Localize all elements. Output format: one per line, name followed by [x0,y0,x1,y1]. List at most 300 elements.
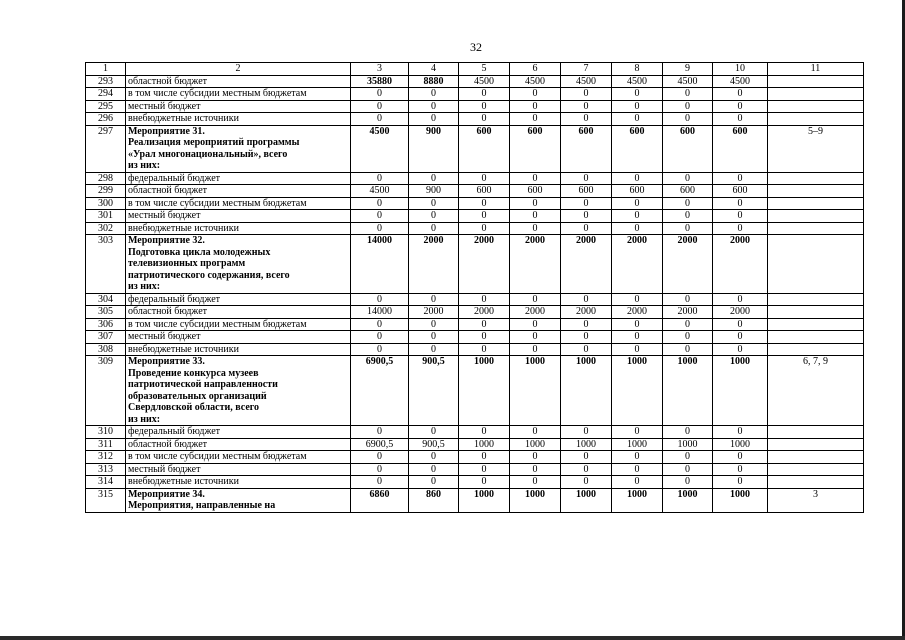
row-number: 298 [86,172,126,185]
value-cell: 0 [409,463,459,476]
table-row [86,331,864,344]
table-row [86,113,864,126]
value-cell: 0 [510,426,561,439]
value-cell: 1000 [561,438,612,451]
value-cell: 1000 [713,438,768,451]
value-cell: 0 [459,293,510,306]
value-cell: 0 [561,343,612,356]
value-cell: 0 [713,210,768,223]
table-row [86,293,864,306]
target-indicator-cell [768,331,864,344]
value-cell: 0 [612,463,663,476]
row-number: 315 [86,488,126,512]
value-cell: 0 [612,113,663,126]
value-cell: 0 [510,222,561,235]
row-number: 301 [86,210,126,223]
row-number: 314 [86,476,126,489]
table-row [86,235,864,294]
description-line: внебюджетные источники [128,222,239,234]
row-description [126,488,351,512]
description-line: внебюджетные источники [128,343,239,355]
description-line: образовательных организаций [128,390,267,402]
row-description [126,343,351,356]
column-header: 2 [126,63,351,76]
value-cell: 2000 [510,235,561,294]
value-cell: 2000 [612,235,663,294]
row-description [126,125,351,172]
row-description [126,172,351,185]
value-cell: 4500 [612,75,663,88]
value-cell: 0 [561,476,612,489]
value-cell: 600 [561,185,612,198]
row-description [126,210,351,223]
value-cell: 0 [561,197,612,210]
row-number: 294 [86,88,126,101]
description-line: местный бюджет [128,210,201,221]
row-description [126,185,351,198]
value-cell: 0 [351,426,409,439]
value-cell: 2000 [459,306,510,319]
row-number: 308 [86,343,126,356]
table-row [86,75,864,88]
value-cell: 600 [510,185,561,198]
value-cell: 1000 [663,356,713,426]
target-indicator-cell: 5–9 [768,125,864,172]
value-cell: 900 [409,125,459,172]
table-row [86,210,864,223]
value-cell: 0 [510,210,561,223]
value-cell: 4500 [663,75,713,88]
row-number: 299 [86,185,126,198]
value-cell: 0 [409,293,459,306]
row-description [126,75,351,88]
value-cell: 600 [612,185,663,198]
value-cell: 4500 [351,125,409,172]
description-line: патриотического содержания, всего [128,269,290,281]
target-indicator-cell [768,75,864,88]
value-cell: 0 [409,88,459,101]
value-cell: 0 [612,318,663,331]
value-cell: 0 [409,343,459,356]
description-line: внебюджетные источники [128,113,239,124]
value-cell: 0 [459,426,510,439]
value-cell: 0 [561,318,612,331]
description-line: областной бюджет [128,185,208,196]
target-indicator-cell [768,438,864,451]
value-cell: 14000 [351,235,409,294]
value-cell: 0 [459,451,510,464]
value-cell: 0 [713,343,768,356]
row-description [126,88,351,101]
value-cell: 0 [561,451,612,464]
value-cell: 0 [713,476,768,489]
value-cell: 0 [409,331,459,344]
value-cell: 0 [409,222,459,235]
row-description [126,293,351,306]
value-cell: 1000 [459,438,510,451]
value-cell: 0 [459,113,510,126]
value-cell: 0 [561,331,612,344]
value-cell: 0 [351,451,409,464]
description-line: местный бюджет [128,331,201,342]
value-cell: 2000 [663,306,713,319]
value-cell: 0 [612,476,663,489]
value-cell: 900 [409,185,459,198]
target-indicator-cell [768,222,864,235]
value-cell: 0 [459,463,510,476]
description-line: внебюджетные источники [128,476,239,487]
value-cell: 0 [612,331,663,344]
description-line: федеральный бюджет [128,172,221,184]
value-cell: 0 [663,476,713,489]
value-cell: 0 [663,172,713,185]
value-cell: 0 [351,318,409,331]
row-number: 296 [86,113,126,126]
description-line: из них: [128,281,161,292]
value-cell: 0 [612,451,663,464]
value-cell: 0 [713,88,768,101]
value-cell: 1000 [663,438,713,451]
value-cell: 600 [459,125,510,172]
description-line: Мероприятие 33. [128,356,205,367]
description-line: Подготовка цикла молодежных [128,246,271,258]
value-cell: 2000 [713,235,768,294]
value-cell: 0 [459,210,510,223]
description-line: в том числе субсидии местным бюджетам [128,318,307,330]
target-indicator-cell [768,113,864,126]
value-cell: 600 [663,185,713,198]
column-header: 9 [663,63,713,76]
description-line: местный бюджет [128,100,201,112]
value-cell: 860 [409,488,459,512]
value-cell: 4500 [459,75,510,88]
value-cell: 0 [510,331,561,344]
column-header: 3 [351,63,409,76]
description-line: «Урал многонациональный», всего [128,148,288,160]
value-cell: 4500 [561,75,612,88]
value-cell: 0 [561,426,612,439]
value-cell: 0 [510,88,561,101]
value-cell: 0 [612,197,663,210]
description-line: из них: [128,160,161,171]
value-cell: 0 [351,293,409,306]
value-cell: 0 [663,331,713,344]
target-indicator-cell: 6, 7, 9 [768,356,864,426]
column-header: 1 [86,63,126,76]
value-cell: 0 [663,100,713,113]
value-cell: 1000 [713,356,768,426]
value-cell: 2000 [409,306,459,319]
target-indicator-cell [768,306,864,319]
value-cell: 0 [510,100,561,113]
description-line: из них: [128,413,161,425]
value-cell: 2000 [612,306,663,319]
column-header: 8 [612,63,663,76]
value-cell: 2000 [713,306,768,319]
description-line: в том числе субсидии местным бюджетам [128,451,307,462]
value-cell: 0 [510,318,561,331]
value-cell: 600 [510,125,561,172]
value-cell: 1000 [713,488,768,512]
value-cell: 0 [510,113,561,126]
value-cell: 0 [713,318,768,331]
description-line: Свердловской области, всего [128,402,260,413]
row-number: 304 [86,293,126,306]
value-cell: 0 [713,293,768,306]
value-cell: 0 [612,343,663,356]
row-description [126,426,351,439]
row-number: 306 [86,318,126,331]
value-cell: 600 [713,185,768,198]
budget-table [85,62,864,513]
description-line: Реализация мероприятий программы [128,137,300,148]
target-indicator-cell [768,235,864,294]
value-cell: 0 [351,343,409,356]
value-cell: 6860 [351,488,409,512]
row-description [126,476,351,489]
target-indicator-cell: 3 [768,488,864,512]
value-cell: 0 [351,197,409,210]
value-cell: 900,5 [409,356,459,426]
description-line: телевизионных программ [128,258,246,269]
value-cell: 4500 [510,75,561,88]
value-cell: 0 [713,100,768,113]
row-description [126,356,351,426]
value-cell: 0 [409,451,459,464]
target-indicator-cell [768,172,864,185]
description-line: в том числе субсидии местным бюджетам [128,197,307,209]
description-line: в том числе субсидии местным бюджетам [128,88,307,99]
value-cell: 0 [663,426,713,439]
description-line: Мероприятие 32. [128,235,205,246]
row-number: 310 [86,426,126,439]
value-cell: 0 [351,100,409,113]
value-cell: 900,5 [409,438,459,451]
value-cell: 0 [459,476,510,489]
value-cell: 1000 [561,356,612,426]
value-cell: 600 [612,125,663,172]
row-description [126,438,351,451]
description-line: областной бюджет [128,75,208,87]
column-header: 11 [768,63,864,76]
value-cell: 0 [612,172,663,185]
value-cell: 0 [713,331,768,344]
value-cell: 2000 [459,235,510,294]
row-description [126,113,351,126]
row-number: 300 [86,197,126,210]
value-cell: 1000 [612,438,663,451]
value-cell: 0 [612,426,663,439]
value-cell: 0 [459,331,510,344]
column-header: 6 [510,63,561,76]
value-cell: 4500 [713,75,768,88]
row-description [126,331,351,344]
value-cell: 0 [351,331,409,344]
value-cell: 0 [612,100,663,113]
value-cell: 0 [409,426,459,439]
target-indicator-cell [768,210,864,223]
value-cell: 0 [459,197,510,210]
value-cell: 0 [663,197,713,210]
table-row [86,222,864,235]
value-cell: 0 [663,318,713,331]
value-cell: 6900,5 [351,356,409,426]
value-cell: 0 [713,463,768,476]
column-header: 4 [409,63,459,76]
value-cell: 0 [612,88,663,101]
table-row [86,438,864,451]
value-cell: 0 [409,318,459,331]
description-line: местный бюджет [128,463,201,475]
value-cell: 0 [510,463,561,476]
row-description [126,222,351,235]
value-cell: 0 [713,197,768,210]
value-cell: 1000 [612,488,663,512]
row-description [126,100,351,113]
value-cell: 0 [351,463,409,476]
description-line: Проведение конкурса музеев [128,367,259,379]
value-cell: 0 [663,88,713,101]
value-cell: 0 [459,343,510,356]
table-row [86,100,864,113]
value-cell: 0 [561,113,612,126]
value-cell: 0 [459,100,510,113]
page-number: 32 [470,40,482,54]
row-number: 305 [86,306,126,319]
table-row [86,451,864,464]
value-cell: 0 [459,172,510,185]
value-cell: 0 [409,113,459,126]
table-row [86,88,864,101]
table-row [86,306,864,319]
value-cell: 0 [351,476,409,489]
row-number: 307 [86,331,126,344]
target-indicator-cell [768,88,864,101]
table-row [86,463,864,476]
value-cell: 600 [713,125,768,172]
value-cell: 0 [561,172,612,185]
value-cell: 0 [663,210,713,223]
value-cell: 0 [459,222,510,235]
value-cell: 0 [663,451,713,464]
value-cell: 0 [351,113,409,126]
value-cell: 35880 [351,75,409,88]
target-indicator-cell [768,451,864,464]
value-cell: 2000 [510,306,561,319]
value-cell: 2000 [561,235,612,294]
value-cell: 1000 [459,356,510,426]
target-indicator-cell [768,318,864,331]
value-cell: 0 [510,451,561,464]
value-cell: 0 [713,113,768,126]
row-description [126,197,351,210]
target-indicator-cell [768,343,864,356]
row-number: 303 [86,235,126,294]
row-number: 309 [86,356,126,426]
value-cell: 0 [561,88,612,101]
value-cell: 0 [612,210,663,223]
description-line: Мероприятие 34. [128,488,205,500]
table-header-row [86,63,864,76]
target-indicator-cell [768,293,864,306]
value-cell: 0 [510,343,561,356]
value-cell: 0 [351,88,409,101]
value-cell: 14000 [351,306,409,319]
row-description [126,451,351,464]
table-row [86,185,864,198]
target-indicator-cell [768,100,864,113]
row-number: 312 [86,451,126,464]
value-cell: 0 [713,172,768,185]
value-cell: 0 [510,476,561,489]
value-cell: 0 [663,222,713,235]
value-cell: 600 [663,125,713,172]
row-number: 302 [86,222,126,235]
row-description [126,235,351,294]
value-cell: 0 [713,222,768,235]
table-row [86,318,864,331]
table-row [86,343,864,356]
row-number: 311 [86,438,126,451]
row-description [126,463,351,476]
value-cell: 2000 [409,235,459,294]
table-row [86,426,864,439]
value-cell: 1000 [663,488,713,512]
value-cell: 0 [663,113,713,126]
value-cell: 0 [561,222,612,235]
value-cell: 0 [510,172,561,185]
value-cell: 0 [612,293,663,306]
value-cell: 8880 [409,75,459,88]
value-cell: 0 [663,343,713,356]
value-cell: 6900,5 [351,438,409,451]
value-cell: 0 [713,451,768,464]
row-number: 293 [86,75,126,88]
table-row [86,197,864,210]
row-number: 295 [86,100,126,113]
value-cell: 0 [409,197,459,210]
row-number: 297 [86,125,126,172]
table-row [86,125,864,172]
value-cell: 0 [561,293,612,306]
value-cell: 1000 [510,356,561,426]
description-line: федеральный бюджет [128,293,221,305]
value-cell: 0 [510,197,561,210]
description-line: патриотической направленности [128,379,278,390]
value-cell: 1000 [510,438,561,451]
table-row [86,488,864,512]
table-row [86,476,864,489]
value-cell: 600 [561,125,612,172]
value-cell: 0 [663,463,713,476]
row-description [126,318,351,331]
value-cell: 0 [713,426,768,439]
value-cell: 0 [612,222,663,235]
value-cell: 1000 [612,356,663,426]
column-header: 7 [561,63,612,76]
table-body [86,63,864,513]
value-cell: 0 [561,100,612,113]
value-cell: 0 [663,293,713,306]
table-row [86,356,864,426]
table-row [86,172,864,185]
value-cell: 0 [409,476,459,489]
target-indicator-cell [768,185,864,198]
target-indicator-cell [768,197,864,210]
value-cell: 1000 [561,488,612,512]
row-number: 313 [86,463,126,476]
value-cell: 0 [510,293,561,306]
